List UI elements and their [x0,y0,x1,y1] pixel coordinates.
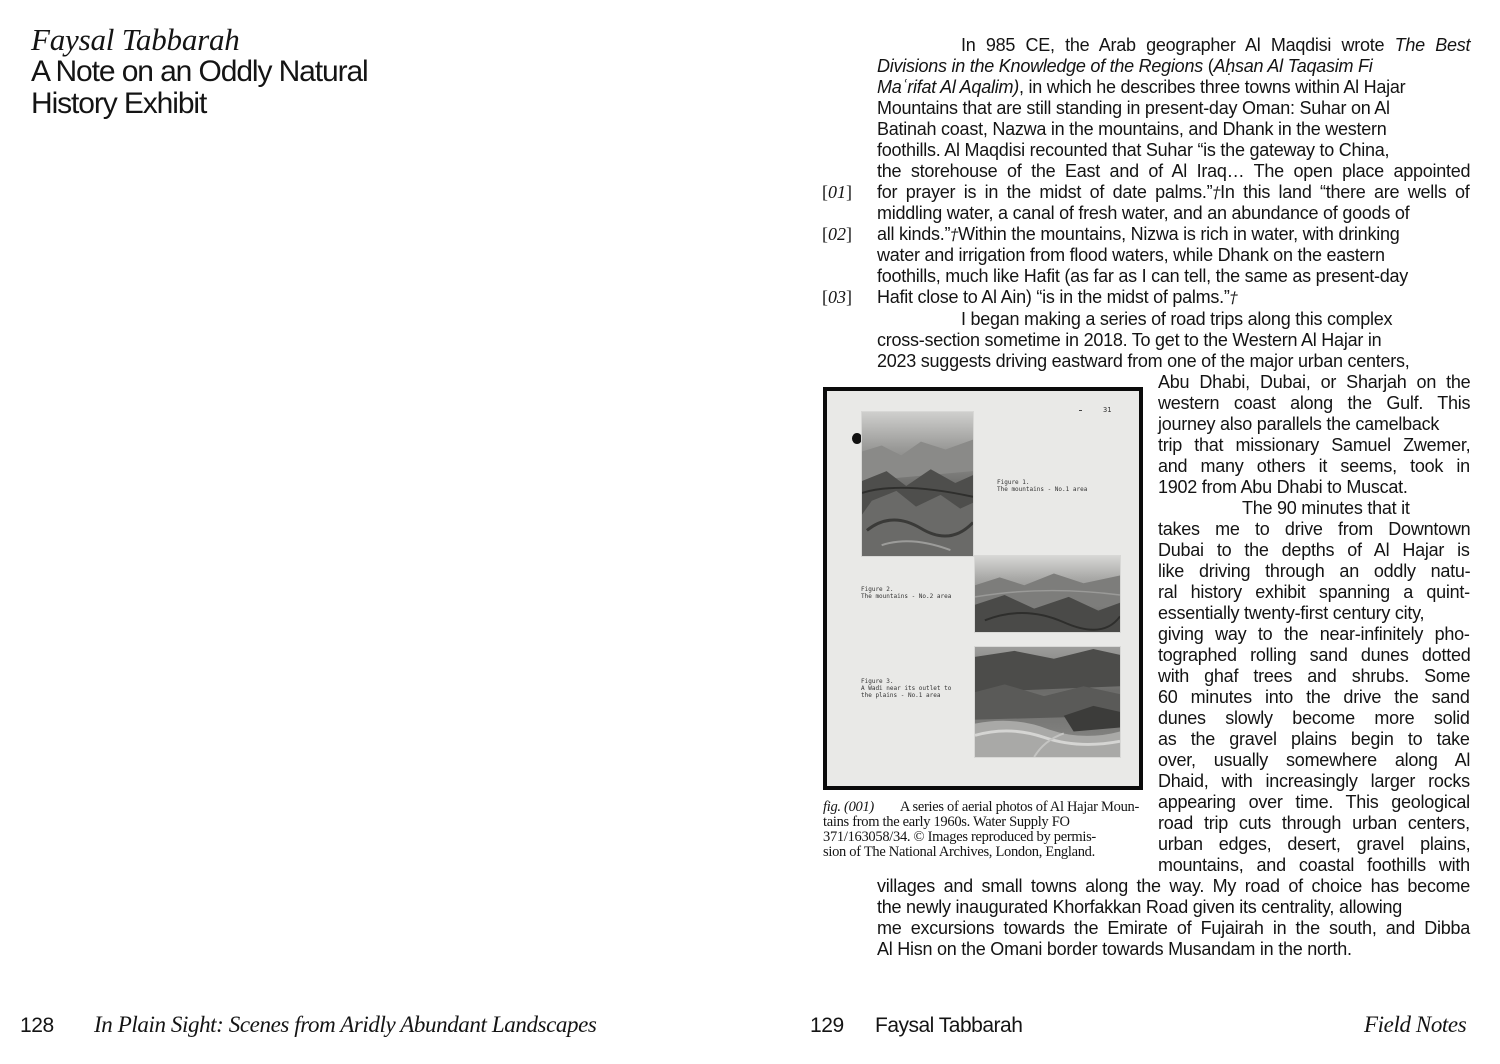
figure-caption-line: sion of The National Archives, London, England. [823,844,1095,860]
page-number-left: 128 [20,1014,54,1037]
body-line: foothills, much like Hafit (as far as I can tell, the same as present-day [877,266,1408,286]
body-line: all kinds.”†Within the mountains, Nizwa is rich in water, with drinking [877,224,1400,244]
footnote-dagger: † [1229,288,1238,307]
page-number-right: 129 [810,1014,844,1037]
body-line: urban edges, desert, gravel plains, [1158,834,1471,854]
body-line: Hafit close to Al Ain) “is in the midst of palms.”† [877,287,1238,307]
archival-document-sheet [827,391,1139,786]
footnote-dagger: † [1212,183,1221,202]
archive-page-mark: 31 [1103,406,1112,414]
body-line: tographed rolling sand dunes dotted [1158,645,1471,665]
typed-label-figure-3: Figure 3. A Wadi near its outlet to the plains - No.1 area [861,678,952,699]
running-author: Faysal Tabbarah [875,1014,1023,1037]
body-line: Mountains that are still standing in present-day Oman: Suhar on Al [877,98,1390,118]
body-line: water and irrigation from flood waters, while Dhank on the eastern [877,245,1385,265]
aerial-photo-wadi [974,646,1121,758]
body-line: like driving through an oddly natu- [1158,561,1471,581]
body-line: and many others it seems, took in [1158,456,1470,476]
body-line: trip that missionary Samuel Zwemer, [1158,435,1471,455]
body-line: giving way to the near-infinitely pho- [1158,624,1470,644]
body-line: as the gravel plains begin to take [1158,729,1470,749]
body-line: me excursions towards the Emirate of Fujairah in the south, and Dibba [877,918,1471,938]
body-line: Maʿrifat Al Aqalim), in which he describes three towns within Al Hajar [877,77,1406,97]
article-title-line-2: History Exhibit [31,87,207,120]
body-line: 1902 from Abu Dhabi to Muscat. [1158,477,1408,497]
aerial-photo-mountains-2 [974,555,1121,633]
body-line: mountains, and coastal foothills with [1158,855,1470,875]
aerial-photo-mountains-1 [861,411,974,557]
typed-label-figure-1: Figure 1. The mountains - No.1 area [997,479,1088,493]
body-line: Dubai to the depths of Al Hajar is [1158,540,1470,560]
body-line: road trip cuts through urban centers, [1158,813,1470,833]
body-line: the newly inaugurated Khorfakkan Road given its centrality, allowing [877,897,1402,917]
running-title: In Plain Sight: Scenes from Aridly Abundant Landscapes [94,1012,597,1037]
figure-caption-line: 371/163058/34. © Images reproduced by permis- [823,829,1096,845]
body-line: with ghaf trees and shrubs. Some [1158,666,1471,686]
figure-caption-line: tains from the early 1960s. Water Supply FO [823,814,1070,830]
body-line: 2023 suggests driving eastward from one of the major urban centers, [877,351,1410,371]
body-line: over, usually somewhere along Al [1158,750,1471,770]
note-ref-02: [02] [822,224,852,244]
body-line: the storehouse of the East and of Al Iraq… The open place appointed [877,161,1471,181]
body-line: I began making a series of road trips along this complex [961,309,1393,329]
archival-figure [823,387,1143,790]
body-line: essentially twenty-first century city, [1158,603,1425,623]
body-line: Dhaid, with increasingly larger rocks [1158,771,1470,791]
body-line: takes me to drive from Downtown [1158,519,1471,539]
note-ref-01: [01] [822,182,852,202]
body-line: appearing over time. This geological [1158,792,1470,812]
article-author: Faysal Tabbarah [31,22,240,57]
body-line: Abu Dhabi, Dubai, or Sharjah on the [1158,372,1471,392]
body-line: villages and small towns along the way. My road of choice has become [877,876,1470,896]
body-line: Batinah coast, Nazwa in the mountains, and Dhank in the western [877,119,1387,139]
body-line: foothills. Al Maqdisi recounted that Suhar “is the gateway to China, [877,140,1390,160]
body-line: 60 minutes into the drive the sand [1158,687,1470,707]
note-ref-03: [03] [822,287,852,307]
footnote-dagger: † [950,225,959,244]
body-line: for prayer is in the midst of date palms.”†In this land “there are wells of [877,182,1470,202]
body-line: Al Hisn on the Omani border towards Musandam in the north. [877,939,1352,959]
figure-caption-label: fig. (001) [823,799,874,815]
body-line: middling water, a canal of fresh water, and an abundance of goods of [877,203,1410,223]
body-line: journey also parallels the camelback [1158,414,1440,434]
body-line: Divisions in the Knowledge of the Regions (Aḥsan Al Taqasim Fi [877,56,1373,76]
body-line: In 985 CE, the Arab geographer Al Maqdisi wrote The Best [961,35,1471,55]
body-line: The 90 minutes that it [1242,498,1410,518]
typed-label-figure-2: Figure 2. The mountains - No.2 area [861,586,952,600]
figure-caption-line: fig. (001) A series of aerial photos of Al Hajar Moun- [823,799,1139,815]
page-mark-dash [1079,410,1082,411]
body-line: western coast along the Gulf. This [1158,393,1471,413]
body-line: ral history exhibit spanning a quint- [1158,582,1470,602]
article-title-line-1: A Note on an Oddly Natural [31,55,368,88]
body-line: cross-section sometime in 2018. To get to the Western Al Hajar in [877,330,1382,350]
section-title: Field Notes [1364,1012,1467,1037]
body-line: dunes slowly become more solid [1158,708,1470,728]
